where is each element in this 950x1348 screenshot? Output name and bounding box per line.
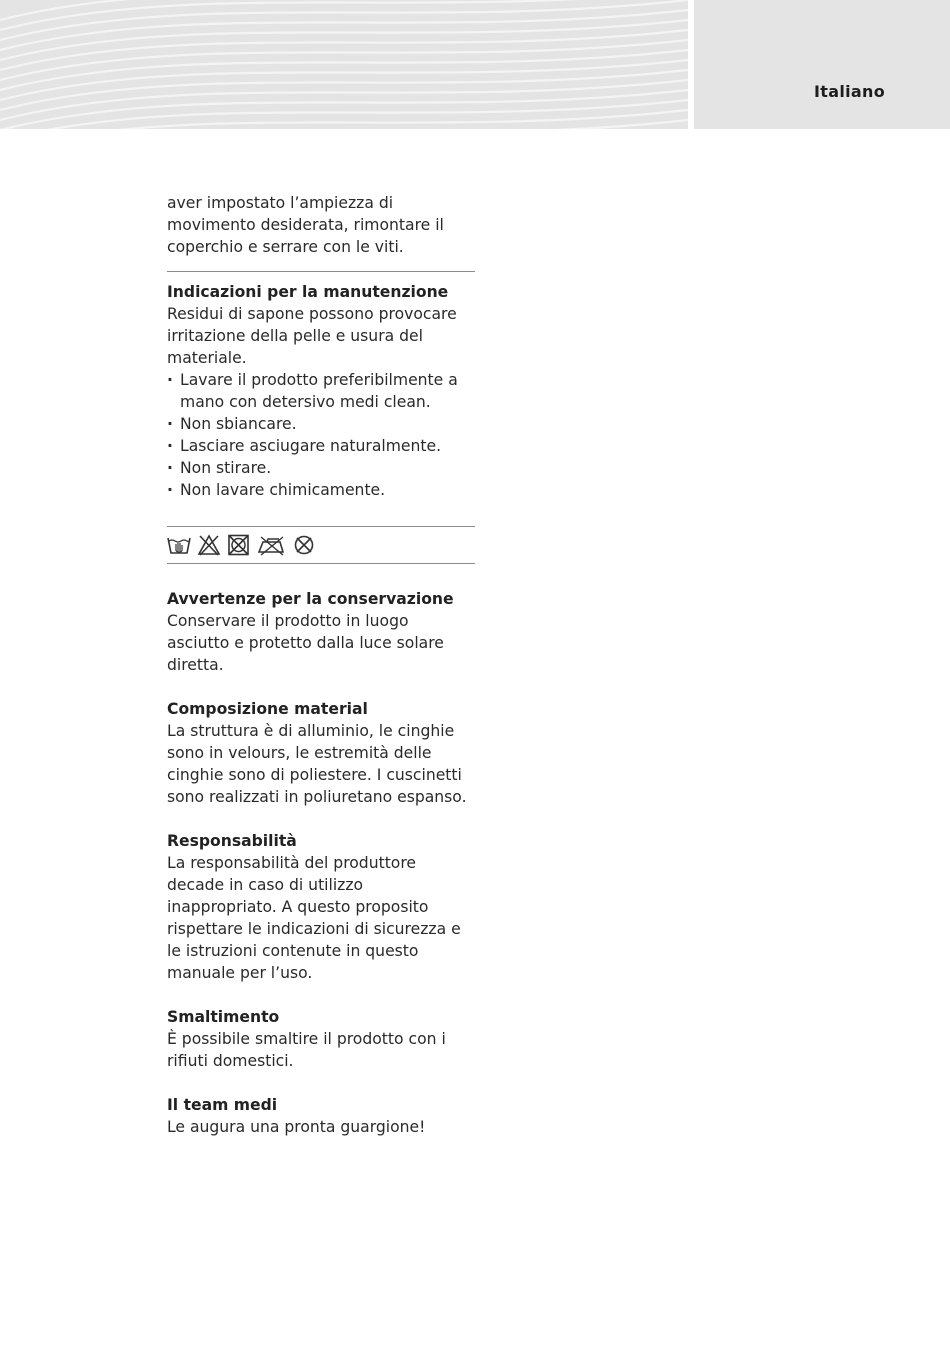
closing-text: Le augura una pronta guargione! bbox=[167, 1118, 426, 1136]
list-item: · Non sbiancare. bbox=[167, 413, 475, 435]
disposal-section bbox=[167, 1006, 475, 1072]
composition-text: La struttura è di alluminio, le cinghie sono in velours, le estremità delle cinghie sono di poliestere. I cuscinetti sono realizzati in poliuretano espanso. bbox=[167, 722, 467, 806]
list-item: · Lavare il prodotto preferibilmente a mano con detersivo medi clean. bbox=[167, 369, 475, 413]
divider bbox=[167, 271, 475, 272]
language-label: Italiano bbox=[814, 82, 885, 101]
storage-text: Conservare il prodotto in luogo asciutto e protetto dalla luce solare diretta. bbox=[167, 612, 444, 674]
liability-section bbox=[167, 830, 475, 984]
composition-section bbox=[167, 698, 475, 808]
closing-section bbox=[167, 1094, 475, 1138]
care-symbols-row bbox=[167, 527, 475, 563]
main-content bbox=[167, 192, 475, 1138]
maintenance-heading: Indicazioni per la manutenzione bbox=[167, 283, 449, 301]
no-bleach-icon bbox=[197, 534, 221, 556]
storage-heading: Avvertenze per la conservazione bbox=[167, 590, 454, 608]
storage-section bbox=[167, 588, 475, 676]
hand-wash-icon bbox=[167, 534, 191, 556]
list-item: · Non lavare chimicamente. bbox=[167, 479, 475, 501]
maintenance-list bbox=[167, 369, 475, 501]
divider bbox=[167, 563, 475, 564]
disposal-text: È possibile smaltire il prodotto con i rifiuti domestici. bbox=[167, 1030, 446, 1070]
list-item: · Non stirare. bbox=[167, 457, 475, 479]
header-wave-banner bbox=[0, 0, 688, 129]
maintenance-text: Residui di sapone possono provocare irritazione della pelle e usura del materiale. bbox=[167, 305, 457, 367]
no-tumble-dry-icon bbox=[227, 534, 251, 556]
disposal-heading: Smaltimento bbox=[167, 1008, 280, 1026]
composition-heading: Composizione material bbox=[167, 700, 368, 718]
no-dry-clean-icon bbox=[293, 534, 315, 556]
liability-heading: Responsabilità bbox=[167, 832, 297, 850]
header-language-box bbox=[694, 0, 950, 129]
liability-text: La responsabilità del produttore decade in caso di utilizzo inappropriato. A questo proposito rispettare le indicazioni di sicurezza e le istruzioni contenute in questo manuale per l’uso. bbox=[167, 854, 461, 982]
maintenance-section bbox=[167, 281, 475, 501]
wave-pattern bbox=[0, 0, 688, 129]
no-iron-icon bbox=[257, 534, 287, 556]
intro-text: aver impostato l’ampiezza di movimento desiderata, rimontare il coperchio e serrare con le viti. bbox=[167, 194, 444, 256]
closing-heading: Il team medi bbox=[167, 1096, 278, 1114]
list-item: · Lasciare asciugare naturalmente. bbox=[167, 435, 475, 457]
